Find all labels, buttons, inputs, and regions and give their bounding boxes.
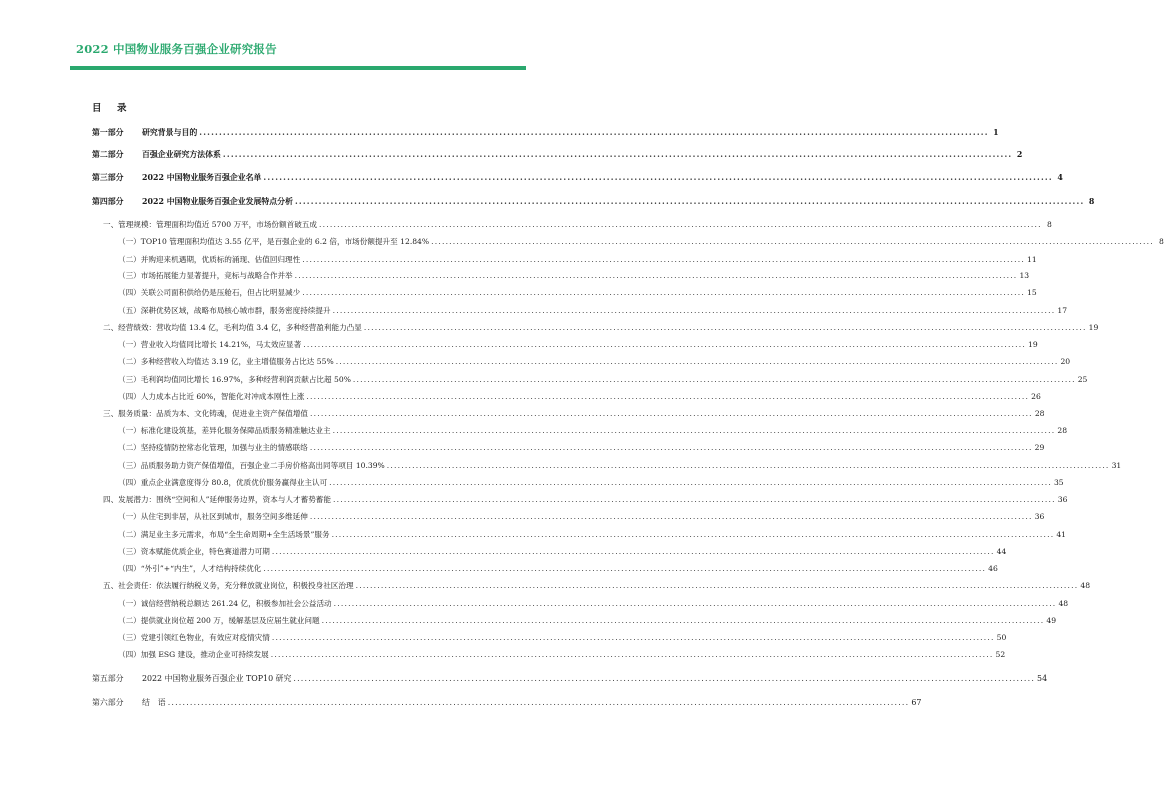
toc-entry-row[interactable]	[103, 494, 1068, 505]
toc-leader-dots: ........................................................................................................................................................................................................	[271, 547, 995, 556]
toc-leader-dots: ........................................................................................................................................................................................................	[309, 443, 1033, 452]
toc-entry-label	[118, 598, 332, 609]
toc-entry-label	[118, 546, 270, 557]
toc-entry-label	[118, 425, 331, 436]
toc-part-number: 第三部分	[92, 173, 124, 182]
toc-page-number: 31	[1111, 461, 1122, 470]
toc-page-number: 54	[1037, 674, 1048, 683]
toc-entry-text: （二）满足业主多元需求，布局“全生命周期+全生活场景”服务	[118, 530, 330, 539]
toc-entry-text: 四、发展潜力：围绕“空间和人”延伸服务边界，资本与人才蓄势蓄能	[103, 495, 331, 504]
toc-page-number: 35	[1053, 478, 1064, 487]
toc-entry-text: （三）市场拓展能力显著提升，竞标与战略合作并举	[118, 271, 293, 280]
toc-entry-row[interactable]	[118, 305, 1068, 316]
toc-page-number: 19	[1028, 340, 1038, 349]
toc-leader-dots: ........................................................................................................................................................................................................	[332, 306, 1056, 315]
toc-entry-label	[92, 196, 293, 207]
toc-entry-label	[118, 305, 331, 316]
toc-page-number: 48	[1058, 599, 1069, 608]
toc-entry-label	[92, 172, 261, 183]
toc-entry-text: （三）党建引领红色物业，有效应对疫情灾情	[118, 633, 270, 642]
toc-leader-dots: ........................................................................................................................................................................................................	[333, 599, 1057, 608]
toc-entry-text: （二）坚持疫情防控常态化管理，加强与业主的情感联络	[118, 443, 308, 452]
toc-page-number: 49	[1046, 616, 1057, 625]
toc-entry-text: （五）深耕优势区域，战略布局核心城市群，服务密度持续提升	[118, 306, 331, 315]
toc-entry-row[interactable]	[118, 270, 1030, 281]
toc-entry-text: 百强企业研究方法体系	[142, 150, 221, 159]
toc-entry-text: 2022 中国物业服务百强企业名单	[142, 173, 262, 182]
report-title: 2022 中国物业服务百强企业研究报告	[76, 42, 277, 56]
toc-entry-label	[118, 649, 269, 660]
toc-entry-text: （四）“外引”+“内生”，人才结构持续优化	[118, 564, 262, 573]
toc-entry-row[interactable]	[118, 632, 1007, 643]
toc-page-number: 52	[995, 650, 1006, 659]
toc-leader-dots: ........................................................................................................................................................................................................	[329, 478, 1052, 487]
toc-page-number: 26	[1031, 392, 1041, 401]
toc-entry-text: （三）资本赋能优质企业，特色赛道潜力可期	[118, 547, 270, 556]
toc-entry-label	[118, 460, 385, 471]
toc-page-number: 15	[1027, 288, 1037, 297]
toc-entry-label	[92, 149, 221, 160]
toc-page-number: 20	[1060, 357, 1071, 366]
toc-page-number: 36	[1057, 495, 1068, 504]
toc-leader-dots: ........................................................................................................................................................................................................	[303, 340, 1027, 349]
toc-entry-text: （二）多种经营收入均值达 3.19 亿，业主增值服务占比达 55%	[118, 357, 334, 366]
toc-leader-dots: ........................................................................................................................................................................................................	[302, 288, 1026, 297]
toc-entry-label	[118, 236, 429, 247]
toc-page-number: 50	[996, 633, 1007, 642]
toc-part-row[interactable]	[92, 697, 922, 708]
toc-page-number: 41	[1056, 530, 1067, 539]
toc-entry-text: 结 语	[142, 698, 166, 707]
toc-entry-text: （二）并购迎来机遇期，优质标的涌现、估值回归理性	[118, 255, 301, 264]
toc-page-number: 8	[1046, 220, 1052, 229]
toc-entry-label	[103, 219, 317, 230]
toc-leader-dots: ........................................................................................................................................................................................................	[302, 255, 1026, 264]
toc-page-number: 19	[1088, 323, 1099, 332]
toc-entry-text: （一）TOP10 管理面积均值达 3.55 亿平，是百强企业的 6.2 倍，市场份额提升至 12.84%	[118, 237, 430, 246]
toc-entry-label	[103, 408, 308, 419]
toc-entry-row[interactable]	[118, 615, 1057, 626]
toc-page-number: 11	[1027, 255, 1037, 264]
toc-entry-text: 一、管理规模：管理面积均值近 5700 万平，市场份额首破五成	[103, 220, 317, 229]
toc-entry-row[interactable]	[118, 563, 998, 574]
toc-part-row[interactable]	[92, 172, 1063, 183]
toc-entry-text: （一）诚信经营纳税总额达 261.24 亿，积极参加社会公益活动	[118, 599, 332, 608]
toc-leader-dots: ........................................................................................................................................................................................................	[271, 633, 995, 642]
toc-entry-text: 二、经营绩效：营收均值 13.4 亿，毛利均值 3.4 亿，多种经营盈利能力凸显	[103, 323, 362, 332]
toc-entry-row[interactable]	[118, 649, 1006, 660]
toc-part-number: 第一部分	[92, 128, 124, 137]
toc-entry-text: （四）加强 ESG 建设，推动企业可持续发展	[118, 650, 269, 659]
toc-leader-dots: ........................................................................................................................................................................................................	[270, 650, 994, 659]
toc-entry-text: 研究背景与目的	[142, 128, 198, 137]
toc-entry-text: （三）毛利润均值同比增长 16.97%，多种经营利润贡献占比超 50%	[118, 375, 351, 384]
toc-entry-row[interactable]	[118, 511, 1045, 522]
toc-entry-row[interactable]	[118, 391, 1041, 402]
toc-entry-label	[118, 477, 327, 488]
toc-leader-dots: ........................................................................................................................................................................................................	[310, 409, 1033, 418]
toc-leader-dots: ........................................................................................................................................................................................................	[263, 564, 987, 573]
toc-part-number: 第四部分	[92, 197, 124, 206]
toc-entry-row[interactable]	[118, 529, 1067, 540]
toc-page-number: 25	[1077, 375, 1088, 384]
toc-entry-row[interactable]	[118, 442, 1045, 453]
toc-leader-dots: ........................................................................................................................................................................................................	[363, 323, 1087, 332]
toc-part-row[interactable]	[92, 127, 999, 138]
toc-entry-row[interactable]	[103, 322, 1099, 333]
toc-leader-dots: ........................................................................................................................................................................................................	[306, 392, 1030, 401]
toc-entry-row[interactable]	[118, 236, 1164, 247]
toc-page-number: 67	[911, 698, 922, 707]
toc-part-row[interactable]	[92, 673, 1048, 684]
toc-leader-dots: ........................................................................................................................................................................................................	[294, 271, 1018, 280]
toc-entry-text: 2022 中国物业服务百强企业 TOP10 研究	[142, 674, 292, 683]
toc-entry-row[interactable]	[118, 477, 1064, 488]
toc-part-row[interactable]	[92, 196, 1095, 207]
toc-page-number: 48	[1080, 581, 1091, 590]
toc-entry-text: （四）关联公司面积供给仍是压舱石，但占比明显减少	[118, 288, 301, 297]
toc-entry-text: （一）标准化建设筑基，差异化服务保障品质服务精准触达业主	[118, 426, 331, 435]
toc-entry-text: （三）品质服务助力资产保值增值，百强企业二手房价格高出同等项目 10.39%	[118, 461, 385, 470]
toc-entry-label	[92, 673, 291, 684]
toc-leader-dots: ........................................................................................................................................................................................................	[386, 461, 1110, 470]
toc-page-number: 46	[988, 564, 998, 573]
toc-entry-label	[92, 697, 166, 708]
toc-entry-label	[118, 391, 304, 402]
toc-entry-label	[118, 270, 293, 281]
toc-leader-dots: ........................................................................................................................................................................................................	[352, 375, 1076, 384]
toc-page-number: 2	[1016, 150, 1023, 159]
toc-entry-label	[118, 615, 320, 626]
toc-entry-row[interactable]	[118, 425, 1068, 436]
toc-entry-label	[118, 511, 308, 522]
toc-entry-text: （二）提供就业岗位超 200 万，缓解基层及应届生就业问题	[118, 616, 320, 625]
toc-entry-row[interactable]	[118, 254, 1037, 265]
toc-page-number: 1	[993, 128, 999, 137]
toc-entry-row[interactable]	[118, 356, 1071, 367]
toc-entry-label	[118, 339, 301, 350]
toc-entry-text: 2022 中国物业服务百强企业发展特点分析	[142, 197, 293, 206]
toc-entry-row[interactable]	[118, 460, 1122, 471]
toc-leader-dots: ........................................................................................................................................................................................................	[321, 616, 1045, 625]
toc-entry-row[interactable]	[103, 219, 1052, 230]
toc-page-number: 28	[1057, 426, 1068, 435]
toc-entry-text: （一）从住宅到非居，从社区到城市，服务空间多维延伸	[118, 512, 308, 521]
toc-leader-dots: ........................................................................................................................................................................................................	[319, 220, 1042, 229]
toc-entry-text: 三、服务质量：品质为本、文化铸魂，促进业主资产保值增值	[103, 409, 309, 418]
toc-entry-row[interactable]	[118, 546, 1007, 557]
toc-entry-row[interactable]	[103, 580, 1091, 591]
toc-leader-dots: ........................................................................................................................................................................................................	[331, 530, 1055, 539]
toc-leader-dots: ........................................................................................................................................................................................................	[309, 512, 1033, 521]
toc-entry-label	[92, 127, 197, 138]
toc-entry-label	[118, 254, 300, 265]
toc-leader-dots: ........................................................................................................................................................................................................	[431, 237, 1154, 246]
toc-leader-dots: ........................................................................................................................................................................................................	[293, 674, 1036, 683]
toc-leader-dots: ........................................................................................................................................................................................................	[332, 426, 1056, 435]
toc-entry-label	[118, 632, 270, 643]
toc-entry-row[interactable]	[103, 408, 1045, 419]
toc-entry-label	[103, 580, 354, 591]
toc-heading: 目 录	[92, 103, 130, 114]
toc-entry-text: 五、社会责任：依法履行纳税义务，充分释放就业岗位，积极投身社区治理	[103, 581, 354, 590]
toc-page-number: 29	[1034, 443, 1045, 452]
toc-leader-dots: ........................................................................................................................................................................................................	[332, 495, 1056, 504]
toc-entry-label	[103, 322, 362, 333]
toc-part-number: 第六部分	[92, 698, 124, 707]
toc-page-number: 13	[1019, 271, 1030, 280]
toc-entry-label	[118, 563, 261, 574]
toc-page-number: 36	[1034, 512, 1045, 521]
toc-entry-row[interactable]	[118, 287, 1037, 298]
toc-entry-text: （四）重点企业满意度得分 80.8，优质优价服务赢得业主认可	[118, 478, 328, 487]
toc-leader-dots: ........................................................................................................................................................................................................	[263, 173, 1053, 182]
toc-leader-dots: ........................................................................................................................................................................................................	[167, 698, 910, 707]
toc-leader-dots: ........................................................................................................................................................................................................	[222, 150, 1013, 159]
toc-part-number: 第二部分	[92, 150, 124, 159]
toc-page-number: 8	[1159, 237, 1164, 246]
toc-page-number: 17	[1057, 306, 1068, 315]
toc-entry-label	[118, 287, 300, 298]
toc-leader-dots: ........................................................................................................................................................................................................	[335, 357, 1059, 366]
toc-leader-dots: ........................................................................................................................................................................................................	[294, 197, 1085, 206]
toc-entry-label	[118, 374, 351, 385]
toc-part-number: 第五部分	[92, 674, 124, 683]
toc-entry-text: （四）人力成本占比近 60%，智能化对冲成本刚性上涨	[118, 392, 305, 401]
toc-entry-label	[118, 529, 330, 540]
toc-page-number: 4	[1057, 173, 1063, 182]
toc-page-number: 44	[996, 547, 1007, 556]
toc-entry-label	[118, 356, 334, 367]
toc-entry-label	[118, 442, 308, 453]
toc-page-number: 28	[1034, 409, 1045, 418]
toc-part-row[interactable]	[92, 149, 1023, 160]
toc-entry-row[interactable]	[118, 374, 1088, 385]
toc-entry-row[interactable]	[118, 339, 1038, 350]
toc-leader-dots: ........................................................................................................................................................................................................	[199, 128, 989, 137]
toc-leader-dots: ........................................................................................................................................................................................................	[355, 581, 1079, 590]
header-divider	[70, 66, 526, 70]
toc-page-number: 8	[1088, 197, 1095, 206]
toc-entry-label	[103, 494, 331, 505]
toc-entry-text: （一）营业收入均值同比增长 14.21%，马太效应显著	[118, 340, 302, 349]
toc-entry-row[interactable]	[118, 598, 1069, 609]
